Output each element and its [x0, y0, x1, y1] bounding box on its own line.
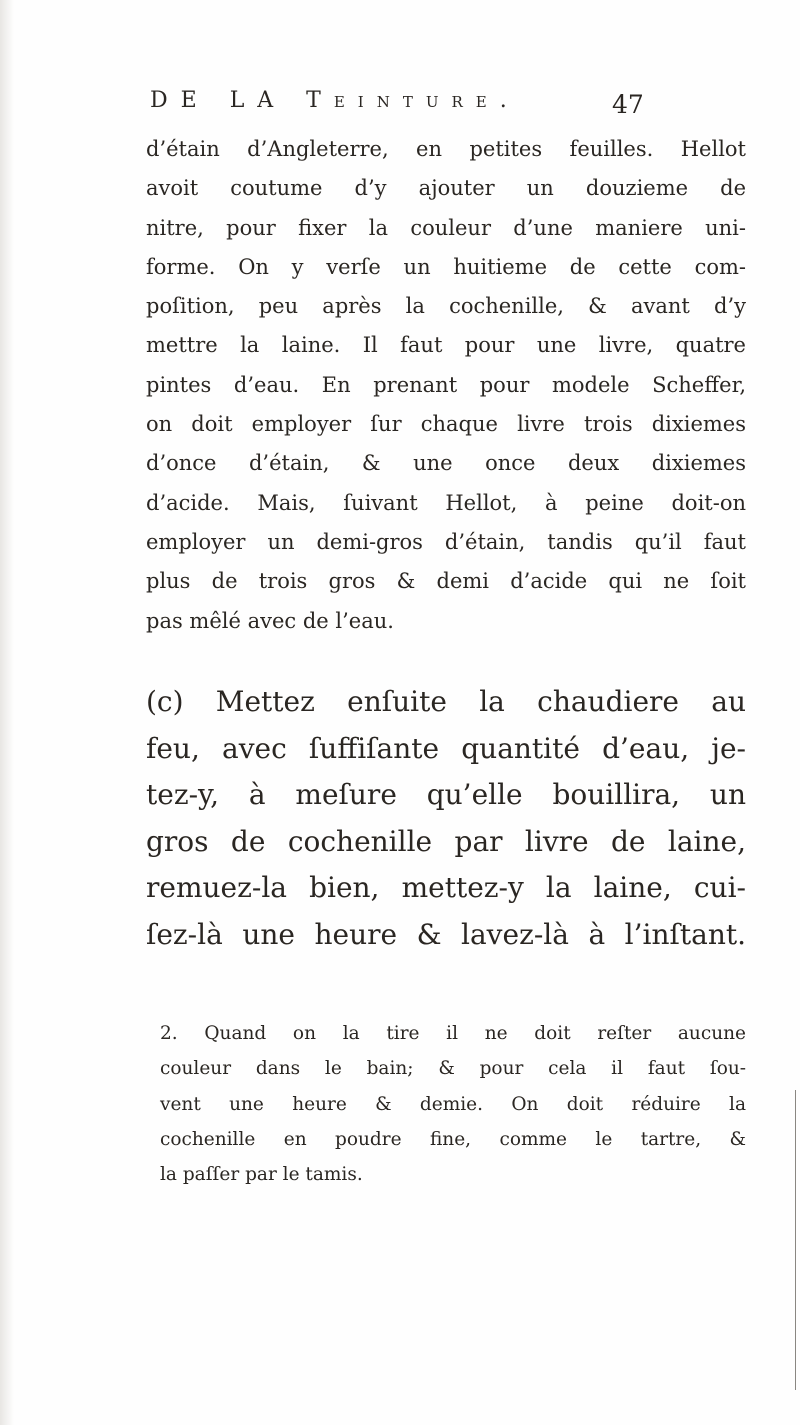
paragraph-1	[146, 130, 746, 641]
text-line: feu, avec ſuffiſante quantité d’eau, je-	[146, 731, 746, 765]
footnote-line: 2. Quand on la tire il ne doit reſter aucune	[160, 1023, 746, 1044]
spine-shadow	[0, 0, 14, 1425]
running-head	[0, 84, 800, 124]
footnote-line: vent une heure & demie. On doit réduire la	[160, 1093, 746, 1115]
text-line: poſition, peu après la cochenille, & avant d’y	[146, 294, 746, 319]
text-line: plus de trois gros & demi d’acide qui ne ſoit	[146, 569, 746, 594]
text-line: nitre, pour fixer la couleur d’une maniere uni-	[146, 215, 746, 240]
text-line: remuez-la bien, mettez-y la laine, cui-	[146, 871, 746, 905]
text-line: gros de cochenille par livre de laine,	[146, 824, 746, 858]
text-line: forme. On y verſe un huitieme de cette com-	[146, 254, 746, 279]
text-line: pintes d’eau. En prenant pour modele Scheffer,	[146, 372, 746, 397]
paragraph-2	[146, 679, 746, 959]
text-line: mettre la laine. Il faut pour une livre, quatre	[146, 333, 746, 358]
text-line: on doit employer ſur chaque livre trois dixiemes	[146, 412, 746, 437]
text-line: d’étain d’Angleterre, en petites feuilles. Hellot	[146, 137, 746, 161]
text-line: d’once d’étain, & une once deux dixiemes	[146, 451, 746, 476]
page-edge-line	[795, 1090, 796, 1390]
text-line: avoit coutume d’y ajouter un douzieme de	[146, 176, 746, 201]
text-line: employer un demi-gros d’étain, tandis qu’il faut	[146, 529, 746, 554]
page-number: 47	[612, 90, 644, 119]
text-line: tez-y, à meſure qu’elle bouillira, un	[146, 778, 746, 812]
text-line: (c) Mettez enſuite la chaudiere au	[146, 685, 746, 718]
text-line: ſez-là une heure & lavez-là à l’inſtant.	[146, 917, 746, 951]
footnote-line: cochenille en poudre fine, comme le tartre, &	[160, 1128, 746, 1150]
text-line: d’acide. Mais, ſuivant Hellot, à peine doit-on	[146, 490, 746, 515]
footnote-line: la paſſer par le tamis.	[160, 1164, 363, 1186]
footnote	[160, 1016, 746, 1192]
footnote-line: couleur dans le bain; & pour cela il faut ſou-	[160, 1058, 746, 1080]
text-line: pas mêlé avec de l’eau.	[146, 608, 394, 633]
running-title: DE LA Teinture.	[150, 88, 520, 113]
